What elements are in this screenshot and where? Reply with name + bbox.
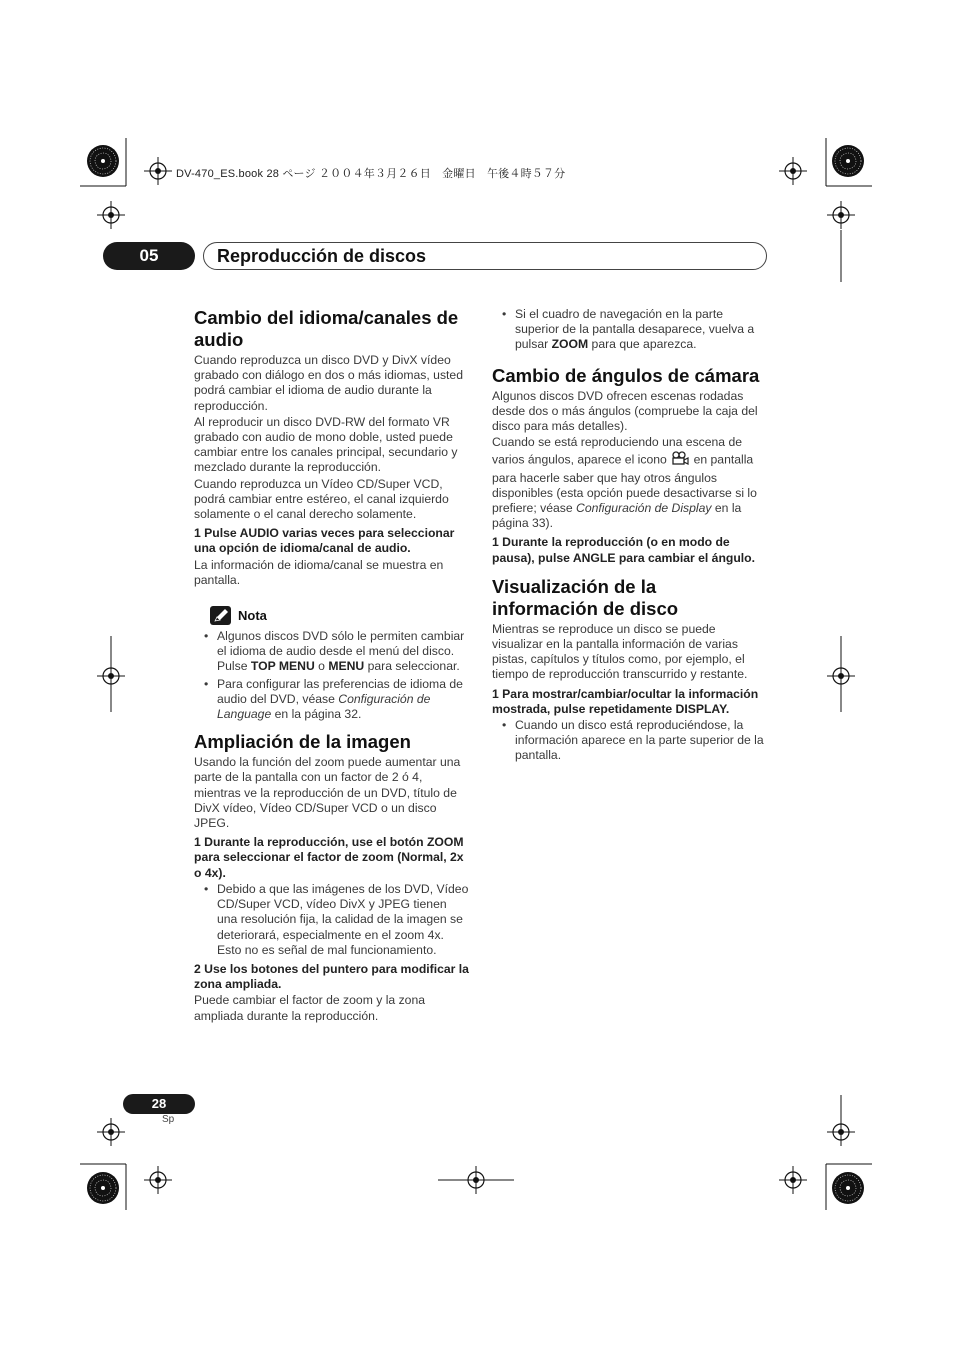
- step-heading: 2 Use los botones del puntero para modificar la zona ampliada.: [194, 961, 469, 992]
- bullet-list: [194, 882, 469, 958]
- paragraph: Cuando se está reproduciendo una escena de varios ángulos, aparece el icono en pantalla para hacerle saber que hay otros ángulos disponibles (esta opción puede desactivarse si lo prefiere; véase Configuración de Display en la página 33).: [492, 435, 757, 531]
- right-column: [492, 307, 767, 766]
- step-heading: 1 Pulse AUDIO varias veces para seleccionar una opción de idioma/canal de audio.: [194, 526, 455, 556]
- section-title-zoom: Ampliación de la imagen: [194, 731, 411, 753]
- section-title-audio: Cambio del idioma/canales de audio: [194, 307, 459, 350]
- bullet-list: [492, 718, 767, 764]
- paragraph: Cuando reproduzca un disco DVD y DivX vídeo grabado con diálogo en dos o más idiomas, usted podrá cambiar el idioma de audio durante la reproducción.: [194, 353, 463, 413]
- page-language: Sp: [162, 1114, 175, 1125]
- paragraph: Mientras se reproduce un disco se puede visualizar en la pantalla información de varias pistas, capítulos y títulos como, por ejemplo, el tiempo de reproducción transcurrido y restante.: [492, 621, 748, 682]
- paragraph: Usando la función del zoom puede aumentar una parte de la pantalla con un factor de 2 ó 4, mientras ve la reproducción de un DVD, título de DivX vídeo, Vídeo CD/Super VCD o un disco JPEG.: [194, 755, 461, 831]
- note-header: [210, 606, 469, 625]
- list-item: • Debido a que las imágenes de los DVD, Vídeo CD/Super VCD, vídeo DivX y JPEG tienen una resolución fija, la calidad de la imagen se deteriorará, especialmente en el zoom 4x. Esto no es señal de mal funcionamiento.: [217, 882, 469, 958]
- chapter-title: Reproducción de discos: [217, 246, 427, 266]
- note-pencil-icon: [210, 606, 231, 625]
- section-title-display: Visualización de la información de disco: [492, 575, 679, 619]
- chapter-number-badge: 05: [103, 242, 195, 270]
- list-item: • Cuando un disco está reproduciéndose, la información aparece en la parte superior de la pantalla.: [515, 718, 767, 764]
- paragraph: Puede cambiar el factor de zoom y la zona ampliada durante la reproducción.: [194, 993, 426, 1023]
- book-info-line: DV-470_ES.book 28 ページ ２００４年３月２６日 金曜日 午後４時５７分: [176, 168, 566, 180]
- paragraph: Cuando reproduzca un Vídeo CD/Super VCD, podrá cambiar entre estéreo, el canal izquierdo solamente o el canal derecho solamente.: [194, 476, 449, 522]
- step-heading: 1 Durante la reproducción, use el botón ZOOM para seleccionar el factor de zoom (Normal, 2x o 4x).: [194, 835, 464, 880]
- camera-angle-icon: [670, 450, 690, 470]
- step-heading: 1 Para mostrar/cambiar/ocultar la información mostrada, pulse repetidamente DISPLAY.: [492, 686, 759, 716]
- note-list: [194, 629, 469, 722]
- paragraph: Al reproducir un disco DVD-RW del formato VR grabado con audio de mono doble, usted puede cambiar entre los canales principal, secundario y mezclado durante la reproducción.: [194, 414, 458, 475]
- bullet-list: [492, 307, 767, 353]
- left-column: [194, 307, 469, 1025]
- list-item: • Algunos discos DVD sólo le permiten cambiar el idioma de audio desde el menú del disco. Pulse TOP MENU o MENU para seleccionar.: [217, 629, 469, 675]
- section-title-angle: Cambio de ángulos de cámara: [492, 364, 760, 386]
- note-label: Nota: [238, 607, 267, 623]
- list-item: • Para configurar las preferencias de idioma de audio del DVD, véase Configuración de Language en la página 32.: [217, 677, 469, 723]
- list-item: • Si el cuadro de navegación en la parte superior de la pantalla desaparece, vuelva a pulsar ZOOM para que aparezca.: [515, 307, 767, 353]
- paragraph: Algunos discos DVD ofrecen escenas rodadas desde dos o más ángulos (compruebe la caja del disco para más detalles).: [492, 388, 758, 434]
- page-number-badge: 28: [123, 1094, 195, 1114]
- paragraph: La información de idioma/canal se muestra en pantalla.: [194, 557, 444, 587]
- step-heading: 1 Durante la reproducción (o en modo de pausa), pulse ANGLE para cambiar el ángulo.: [492, 535, 756, 565]
